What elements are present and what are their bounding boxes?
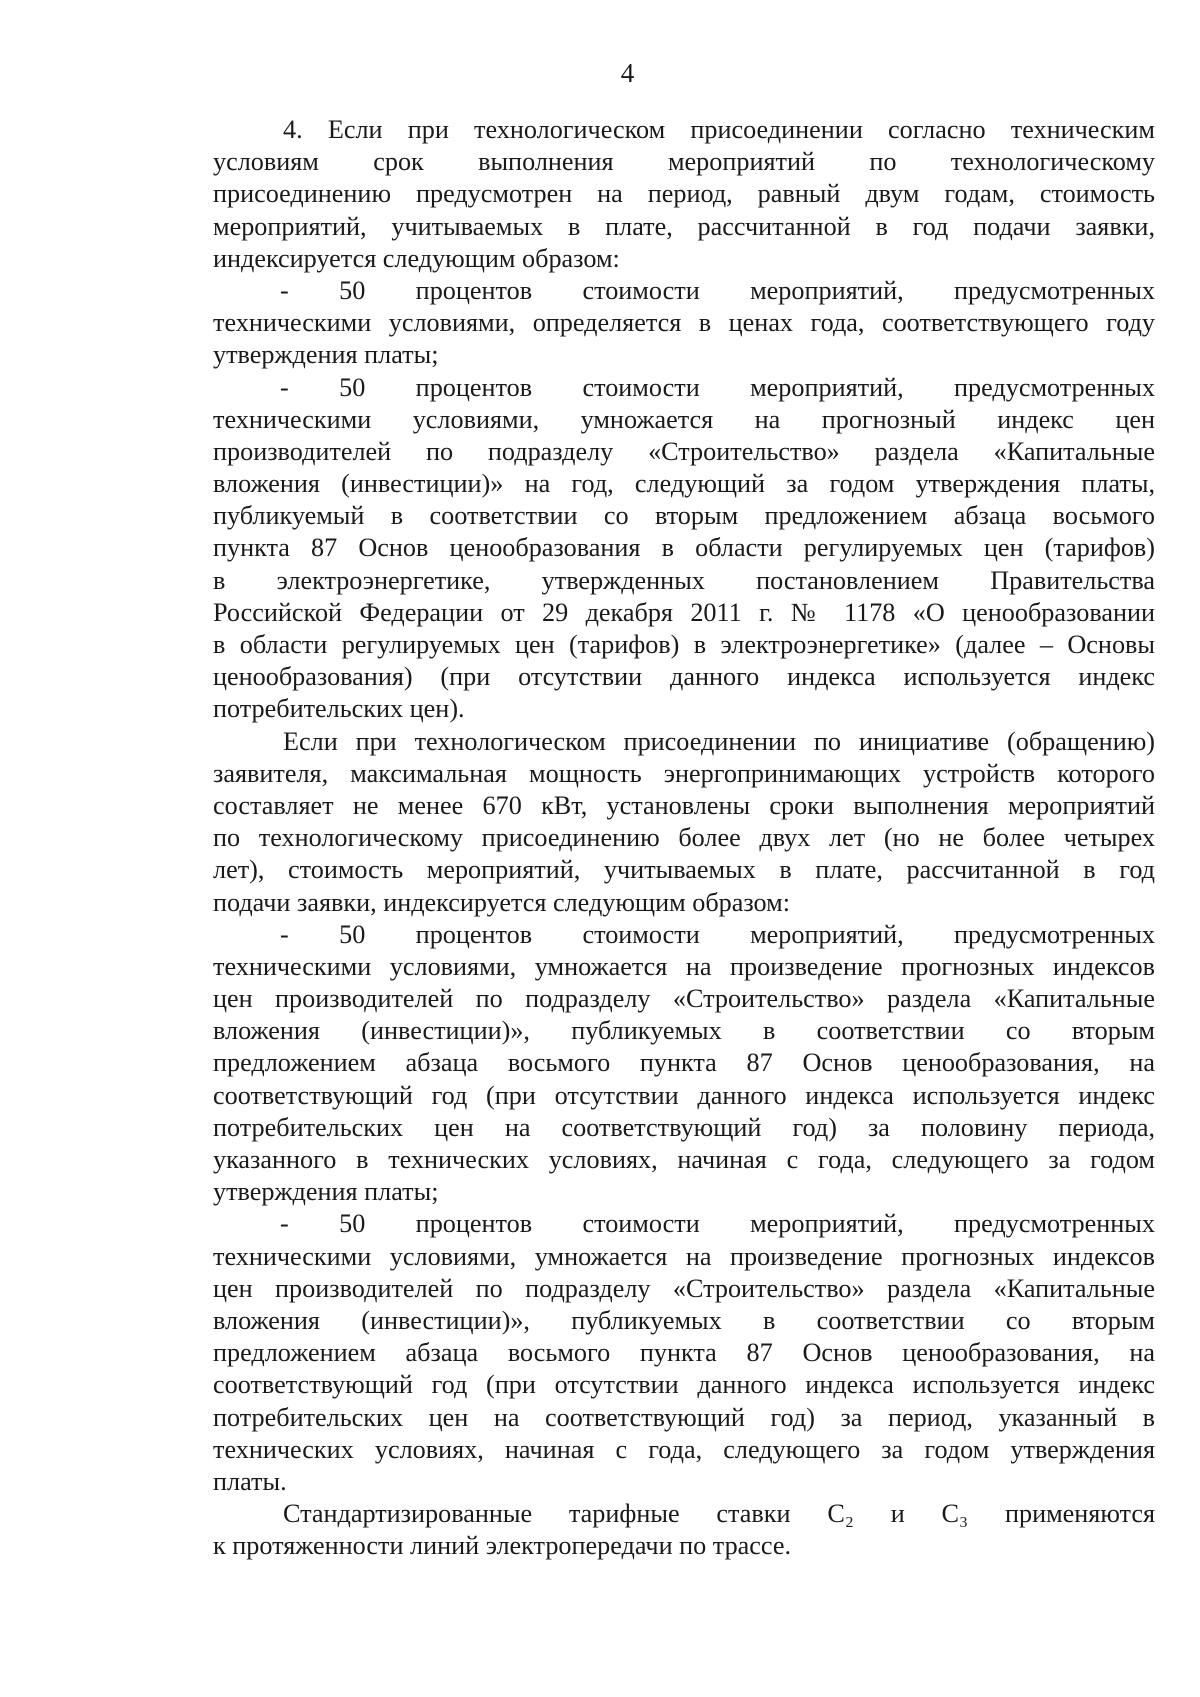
text-line: публикуемый в соответствии со вторым предложением абзаца восьмого	[213, 501, 1155, 531]
text-line: указанного в технических условиях, начиная с года, следующего за годом	[213, 1145, 1155, 1174]
text-line: утверждения платы;	[213, 340, 439, 370]
text-line: ценообразования) (при отсутствии данного индекса используется индекс	[213, 662, 1155, 692]
text-line: утверждения платы;	[213, 1177, 439, 1207]
text-line: подачи заявки, индексируется следующим образом:	[213, 887, 790, 917]
text-line: соответствующий год (при отсутствии данного индекса используется индекс	[213, 1080, 1155, 1110]
text-line: по технологическому присоединению более двух лет (но не более четырех	[213, 823, 1155, 853]
text-line: мероприятий, учитываемых в плате, рассчитанной в год подачи заявки,	[213, 211, 1155, 241]
text-line: лет), стоимость мероприятий, учитываемых в плате, рассчитанной в год	[213, 855, 1155, 885]
text-line: техническими условиями, умножается на произведение прогнозных индексов	[213, 951, 1155, 981]
text-line: цен производителей по подразделу «Строительство» раздела «Капитальные	[213, 984, 1155, 1014]
text-line: пункта 87 Основ ценообразования в области регулируемых цен (тарифов)	[213, 533, 1155, 563]
text-line: предложением абзаца восьмого пункта 87 Основ ценообразования, на	[213, 1338, 1155, 1368]
text-line: технических условиях, начиная с года, следующего за годом утверждения	[213, 1434, 1155, 1464]
text-line: в области регулируемых цен (тарифов) в электроэнергетике» (далее – Основы	[213, 630, 1155, 659]
text-line: составляет не менее 670 кВт, установлены сроки выполнения мероприятий	[213, 790, 1155, 820]
text-line: потребительских цен на соответствующий год) за период, указанный в	[213, 1402, 1155, 1432]
text-line: - 50 процентов стоимости мероприятий, предусмотренных	[280, 1209, 1155, 1239]
text-line: техническими условиями, умножается на произведение прогнозных индексов	[213, 1241, 1155, 1271]
text-line: заявителя, максимальная мощность энергопринимающих устройств которого	[213, 758, 1155, 788]
text-line: соответствующий год (при отсутствии данного индекса используется индекс	[213, 1370, 1155, 1400]
text-line: в электроэнергетике, утвержденных постановлением Правительства	[213, 565, 1155, 595]
text-line: Российской Федерации от 29 декабря 2011 г. № 1178 «О ценообразовании	[213, 597, 1155, 627]
text-line: платы.	[213, 1466, 287, 1496]
text-line: вложения (инвестиции)» на год, следующий за годом утверждения платы,	[213, 469, 1155, 499]
text-line: - 50 процентов стоимости мероприятий, предусмотренных	[280, 275, 1155, 305]
text-line: 4. Если при технологическом присоединении согласно техническим	[283, 115, 1155, 144]
page-number: 4	[620, 58, 635, 88]
text-line: - 50 процентов стоимости мероприятий, предусмотренных	[280, 919, 1155, 949]
text-line: производителей по подразделу «Строительство» раздела «Капитальные	[213, 436, 1155, 466]
text-line: Если при технологическом присоединении по инициативе (обращению)	[283, 726, 1155, 756]
document-body	[213, 114, 1155, 1562]
text-line: потребительских цен).	[213, 694, 465, 724]
text-line: вложения (инвестиции)», публикуемых в соответствии со вторым	[213, 1016, 1155, 1046]
text-line: присоединению предусмотрен на период, равный двум годам, стоимость	[213, 179, 1155, 209]
text-line: индексируется следующим образом:	[213, 243, 620, 273]
text-line: Стандартизированные тарифные ставки C₂ и C₃ применяются	[283, 1499, 1155, 1529]
text-line: к протяженности линий электропередачи по трассе.	[213, 1531, 792, 1561]
text-line: цен производителей по подразделу «Строительство» раздела «Капитальные	[213, 1273, 1155, 1303]
text-line: - 50 процентов стоимости мероприятий, предусмотренных	[280, 372, 1155, 402]
text-line: вложения (инвестиции)», публикуемых в соответствии со вторым	[213, 1305, 1155, 1335]
text-line: потребительских цен на соответствующий год) за половину периода,	[213, 1112, 1155, 1142]
text-line: предложением абзаца восьмого пункта 87 Основ ценообразования, на	[213, 1048, 1155, 1078]
text-line: техническими условиями, определяется в ценах года, соответствующего году	[213, 308, 1155, 338]
text-line: условиям срок выполнения мероприятий по технологическому	[213, 147, 1155, 177]
text-line: техническими условиями, умножается на прогнозный индекс цен	[213, 404, 1155, 434]
